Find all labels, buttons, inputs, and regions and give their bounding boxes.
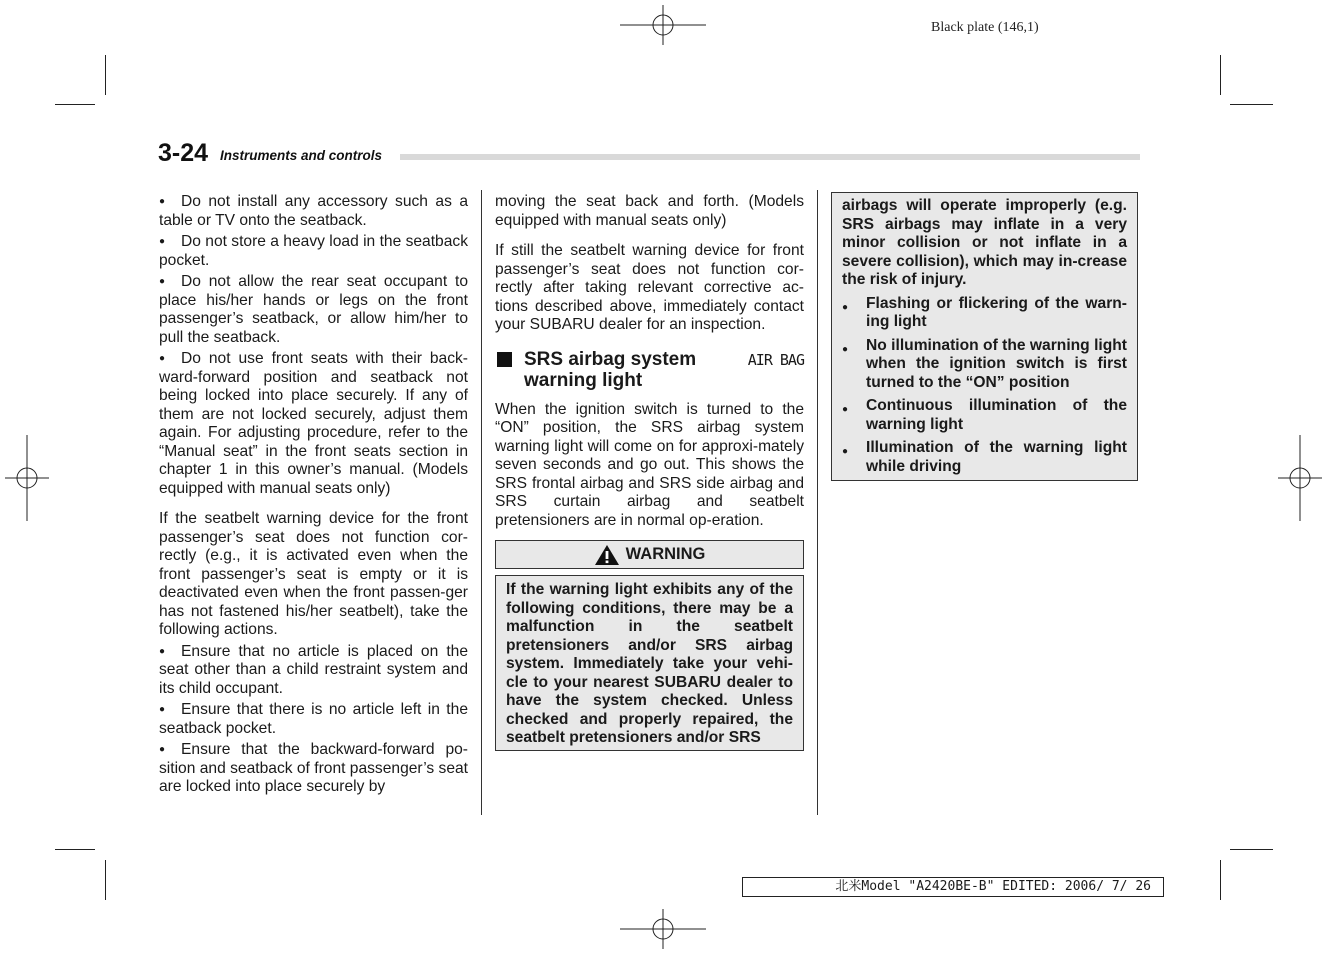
bullet-item: ● Ensure that the backward-forward po-sition and seatback of front passenger’s seat are locked into place securely by	[159, 741, 468, 795]
column-1	[159, 193, 468, 800]
section-title: Instruments and controls	[220, 148, 383, 163]
bullet-item: ● Ensure that there is no article left in the seatback pocket.	[159, 701, 468, 737]
paragraph: When the ignition switch is turned to the “ON” position, the SRS airbag system warning light will come on for approxi-mately seven seconds and go out. This shows the SRS frontal airbag and SRS side airbag and SRS curtain airbag and seatbelt pretensioners are in normal op-eration.	[495, 400, 804, 529]
edit-footer: 北米Model "A2420BE-B" EDITED: 2006/ 7/ 26	[742, 877, 1164, 897]
registration-mark-bottom	[620, 909, 706, 949]
bullet-item: ● Do not use front seats with their back-ward-forward position and seatback not being locked into place securely. If any of them are not locked securely, adjust them again. For adjusting procedure, refer to the “Manual seat” in the front seats section in chapter 1 in this owner’s manual. (Models equipped with manual seats only)	[159, 350, 468, 497]
column-divider	[481, 190, 482, 815]
column-divider	[817, 190, 818, 815]
crop-mark	[105, 55, 106, 95]
plate-label: Black plate (146,1)	[931, 20, 1039, 35]
bullet-item: ● No illumination of the warning light when the ignition switch is first turned to the “ON” position	[842, 336, 1127, 391]
warning-label: WARNING	[625, 545, 706, 564]
crop-mark	[55, 849, 95, 850]
warning-text: If the warning light exhibits any of the following conditions, there may be a malfunction in the seatbelt pretensioners and/or SRS airbag system. Immediately take your vehi-cle to your nearest SUBARU dealer to have the system checked. Unless checked and properly repaired, the seatbelt pretensioners and/or SRS	[495, 575, 804, 751]
bullet-item: ● Continuous illumination of the warning light	[842, 397, 1127, 433]
crop-mark	[1220, 860, 1221, 900]
warning-continued-text: airbags will operate improperly (e.g. SRS airbags may inflate in a very minor collision or not inflate in a severe collision), which may in-crease the risk of injury.	[842, 197, 1127, 288]
column-2	[495, 193, 804, 751]
subsection-heading	[495, 349, 804, 391]
registration-mark-left	[5, 435, 49, 521]
paragraph: moving the seat back and forth. (Models equipped with manual seats only)	[495, 193, 804, 229]
warning-triangle-icon	[594, 544, 620, 566]
header-bar	[400, 154, 1140, 160]
bullet-item: ● Ensure that no article is placed on the seat other than a child restraint system and its child occupant.	[159, 642, 468, 697]
bullet-item: ● Illumination of the warning light while driving	[842, 439, 1127, 475]
crop-mark	[105, 860, 106, 900]
bullet-item: ● Flashing or flickering of the warn-ing light	[842, 294, 1127, 330]
square-bullet-icon	[497, 352, 512, 367]
crop-mark	[1230, 104, 1273, 105]
registration-mark-right	[1278, 435, 1322, 521]
bullet-item: ● Do not store a heavy load in the seatback pocket.	[159, 233, 468, 269]
paragraph: If still the seatbelt warning device for front passenger’s seat does not function cor-rectly after taking relevant corrective ac-tions described above, immediately contact your SUBARU dealer for an inspection.	[495, 242, 804, 333]
crop-mark	[1230, 849, 1273, 850]
registration-mark-top	[620, 5, 706, 45]
bullet-item: ● Do not install any accessory such as a table or TV onto the seatback.	[159, 193, 468, 229]
warning-header	[495, 540, 804, 569]
airbag-indicator-icon: AIR BAG	[747, 350, 804, 369]
subsection-title: SRS airbag system warning light	[524, 348, 697, 391]
bullet-item: ● Do not allow the rear seat occupant to place his/her hands or legs on the front passenger’s seatback, or allow him/her to pull the seatback.	[159, 273, 468, 346]
crop-mark	[55, 104, 95, 105]
page-number: 3-24	[158, 139, 209, 167]
warning-continued-box	[831, 192, 1138, 481]
paragraph: If the seatbelt warning device for the front passenger’s seat does not function cor-rectly (e.g., it is activated even when the front passenger’s seat is empty or it is deactivated even when the front passen-ger has not fastened his/her seatbelt), take the following actions.	[159, 510, 468, 638]
crop-mark	[1220, 55, 1221, 95]
